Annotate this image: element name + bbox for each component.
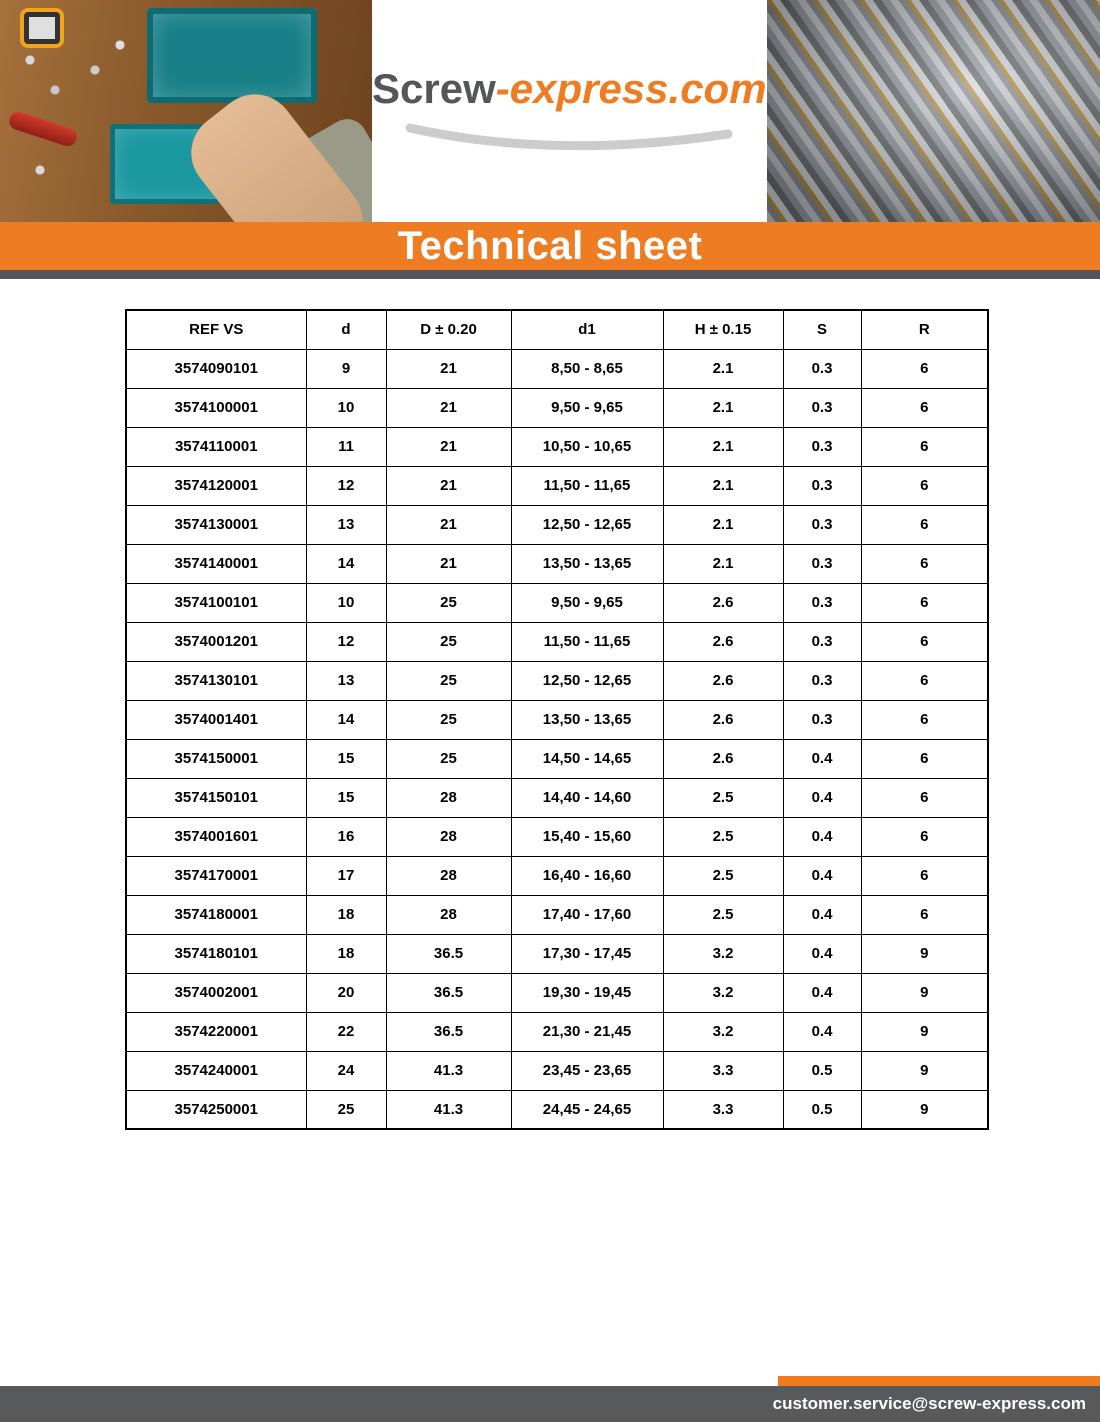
table-cell: 21 bbox=[386, 505, 511, 544]
table-cell: 18 bbox=[306, 934, 386, 973]
table-row bbox=[126, 1090, 988, 1129]
table-cell: 3574001201 bbox=[126, 622, 306, 661]
table-row bbox=[126, 622, 988, 661]
column-header: S bbox=[783, 310, 861, 349]
table-cell: 2.6 bbox=[663, 583, 783, 622]
table-cell: 16 bbox=[306, 817, 386, 856]
table-cell: 6 bbox=[861, 349, 988, 388]
table-row bbox=[126, 505, 988, 544]
table-cell: 3.3 bbox=[663, 1090, 783, 1129]
table-cell: 2.6 bbox=[663, 700, 783, 739]
table-row bbox=[126, 856, 988, 895]
table-cell: 6 bbox=[861, 427, 988, 466]
table-cell: 20 bbox=[306, 973, 386, 1012]
table-cell: 6 bbox=[861, 856, 988, 895]
table-cell: 9 bbox=[861, 1051, 988, 1090]
table-cell: 13,50 - 13,65 bbox=[511, 700, 663, 739]
table-cell: 25 bbox=[386, 661, 511, 700]
table-cell: 36.5 bbox=[386, 973, 511, 1012]
table-cell: 9 bbox=[306, 349, 386, 388]
table-cell: 17 bbox=[306, 856, 386, 895]
table-cell: 0.3 bbox=[783, 349, 861, 388]
table-row bbox=[126, 895, 988, 934]
table-cell: 3.2 bbox=[663, 973, 783, 1012]
table-row bbox=[126, 388, 988, 427]
table-cell: 9,50 - 9,65 bbox=[511, 583, 663, 622]
table-cell: 41.3 bbox=[386, 1090, 511, 1129]
table-cell: 0.3 bbox=[783, 622, 861, 661]
table-cell: 21 bbox=[386, 427, 511, 466]
table-cell: 0.3 bbox=[783, 583, 861, 622]
table-cell: 0.4 bbox=[783, 817, 861, 856]
table-cell: 6 bbox=[861, 505, 988, 544]
table-cell: 3574240001 bbox=[126, 1051, 306, 1090]
tape-measure-shape bbox=[20, 8, 64, 48]
column-header: d bbox=[306, 310, 386, 349]
page-title: Technical sheet bbox=[397, 223, 703, 268]
table-cell: 3574180101 bbox=[126, 934, 306, 973]
table-cell: 3574130101 bbox=[126, 661, 306, 700]
table-cell: 2.5 bbox=[663, 778, 783, 817]
table-cell: 0.4 bbox=[783, 856, 861, 895]
table-cell: 9 bbox=[861, 934, 988, 973]
table-cell: 3574130001 bbox=[126, 505, 306, 544]
table-cell: 3574120001 bbox=[126, 466, 306, 505]
table-row bbox=[126, 973, 988, 1012]
logo-text-primary: Screw bbox=[372, 65, 496, 112]
table-cell: 24 bbox=[306, 1051, 386, 1090]
table-row bbox=[126, 583, 988, 622]
column-header: D ± 0.20 bbox=[386, 310, 511, 349]
table-cell: 3574100001 bbox=[126, 388, 306, 427]
table-row bbox=[126, 349, 988, 388]
table-cell: 17,40 - 17,60 bbox=[511, 895, 663, 934]
table-cell: 0.5 bbox=[783, 1090, 861, 1129]
logo-swoosh-icon bbox=[404, 120, 734, 154]
table-cell: 24,45 - 24,65 bbox=[511, 1090, 663, 1129]
table-cell: 3.2 bbox=[663, 1012, 783, 1051]
table-cell: 16,40 - 16,60 bbox=[511, 856, 663, 895]
table-cell: 10 bbox=[306, 583, 386, 622]
table-cell: 13 bbox=[306, 505, 386, 544]
table-cell: 12 bbox=[306, 622, 386, 661]
table-cell: 6 bbox=[861, 661, 988, 700]
table-cell: 2.5 bbox=[663, 895, 783, 934]
table-cell: 10 bbox=[306, 388, 386, 427]
page-header bbox=[0, 0, 1100, 222]
table-cell: 2.1 bbox=[663, 544, 783, 583]
table-cell: 19,30 - 19,45 bbox=[511, 973, 663, 1012]
table-cell: 21 bbox=[386, 544, 511, 583]
table-cell: 0.3 bbox=[783, 700, 861, 739]
organizer-box-shape bbox=[147, 8, 317, 103]
table-cell: 3574150101 bbox=[126, 778, 306, 817]
table-row bbox=[126, 1012, 988, 1051]
table-row bbox=[126, 739, 988, 778]
table-cell: 12,50 - 12,65 bbox=[511, 505, 663, 544]
column-header: d1 bbox=[511, 310, 663, 349]
table-cell: 21 bbox=[386, 388, 511, 427]
table-cell: 2.1 bbox=[663, 349, 783, 388]
table-cell: 0.5 bbox=[783, 1051, 861, 1090]
footer-bar bbox=[0, 1386, 1100, 1422]
table-cell: 13 bbox=[306, 661, 386, 700]
table-cell: 25 bbox=[386, 700, 511, 739]
table-cell: 6 bbox=[861, 895, 988, 934]
table-cell: 12,50 - 12,65 bbox=[511, 661, 663, 700]
table-cell: 22 bbox=[306, 1012, 386, 1051]
table-cell: 17,30 - 17,45 bbox=[511, 934, 663, 973]
table-cell: 21 bbox=[386, 349, 511, 388]
table-cell: 36.5 bbox=[386, 934, 511, 973]
table-cell: 6 bbox=[861, 778, 988, 817]
logo-text-accent: -express.com bbox=[495, 65, 767, 112]
table-cell: 8,50 - 8,65 bbox=[511, 349, 663, 388]
table-cell: 9,50 - 9,65 bbox=[511, 388, 663, 427]
table-cell: 14 bbox=[306, 700, 386, 739]
table-cell: 2.1 bbox=[663, 505, 783, 544]
table-cell: 0.3 bbox=[783, 427, 861, 466]
table-row bbox=[126, 817, 988, 856]
table-cell: 3574001401 bbox=[126, 700, 306, 739]
table-cell: 36.5 bbox=[386, 1012, 511, 1051]
table-cell: 25 bbox=[386, 622, 511, 661]
table-cell: 28 bbox=[386, 856, 511, 895]
table-cell: 2.1 bbox=[663, 427, 783, 466]
table-cell: 6 bbox=[861, 817, 988, 856]
screws-pile-photo bbox=[767, 0, 1100, 222]
table-cell: 9 bbox=[861, 973, 988, 1012]
table-row bbox=[126, 1051, 988, 1090]
table-cell: 0.3 bbox=[783, 505, 861, 544]
table-cell: 0.4 bbox=[783, 778, 861, 817]
table-cell: 28 bbox=[386, 778, 511, 817]
table-cell: 0.3 bbox=[783, 466, 861, 505]
table-cell: 28 bbox=[386, 817, 511, 856]
table-cell: 14,40 - 14,60 bbox=[511, 778, 663, 817]
table-cell: 3574090101 bbox=[126, 349, 306, 388]
logo-zone bbox=[372, 0, 767, 222]
table-cell: 12 bbox=[306, 466, 386, 505]
table-row bbox=[126, 544, 988, 583]
table-cell: 18 bbox=[306, 895, 386, 934]
table-cell: 2.5 bbox=[663, 856, 783, 895]
table-cell: 3574180001 bbox=[126, 895, 306, 934]
page-footer bbox=[0, 1376, 1100, 1422]
table-cell: 6 bbox=[861, 466, 988, 505]
table-cell: 0.3 bbox=[783, 661, 861, 700]
table-cell: 3574001601 bbox=[126, 817, 306, 856]
column-header: R bbox=[861, 310, 988, 349]
table-cell: 3574140001 bbox=[126, 544, 306, 583]
table-cell: 3574110001 bbox=[126, 427, 306, 466]
table-cell: 11 bbox=[306, 427, 386, 466]
table-cell: 28 bbox=[386, 895, 511, 934]
table-cell: 14 bbox=[306, 544, 386, 583]
table-cell: 0.3 bbox=[783, 544, 861, 583]
table-row bbox=[126, 661, 988, 700]
table-cell: 25 bbox=[386, 739, 511, 778]
table-cell: 6 bbox=[861, 583, 988, 622]
table-cell: 21,30 - 21,45 bbox=[511, 1012, 663, 1051]
table-cell: 25 bbox=[306, 1090, 386, 1129]
table-cell: 0.4 bbox=[783, 1012, 861, 1051]
table-row bbox=[126, 700, 988, 739]
title-banner bbox=[0, 222, 1100, 270]
table-row bbox=[126, 466, 988, 505]
table-cell: 15 bbox=[306, 739, 386, 778]
table-cell: 2.6 bbox=[663, 661, 783, 700]
table-cell: 25 bbox=[386, 583, 511, 622]
table-row bbox=[126, 427, 988, 466]
table-cell: 6 bbox=[861, 700, 988, 739]
table-cell: 6 bbox=[861, 739, 988, 778]
table-cell: 15,40 - 15,60 bbox=[511, 817, 663, 856]
spec-table bbox=[125, 309, 989, 1130]
table-cell: 41.3 bbox=[386, 1051, 511, 1090]
column-header: H ± 0.15 bbox=[663, 310, 783, 349]
table-cell: 3574250001 bbox=[126, 1090, 306, 1129]
table-cell: 15 bbox=[306, 778, 386, 817]
table-cell: 3574100101 bbox=[126, 583, 306, 622]
table-cell: 3574170001 bbox=[126, 856, 306, 895]
table-cell: 0.4 bbox=[783, 895, 861, 934]
table-cell: 23,45 - 23,65 bbox=[511, 1051, 663, 1090]
table-cell: 21 bbox=[386, 466, 511, 505]
table-cell: 6 bbox=[861, 388, 988, 427]
table-cell: 3.3 bbox=[663, 1051, 783, 1090]
table-cell: 2.6 bbox=[663, 622, 783, 661]
contact-email: customer.service@screw-express.com bbox=[772, 1394, 1086, 1413]
table-cell: 14,50 - 14,65 bbox=[511, 739, 663, 778]
table-cell: 11,50 - 11,65 bbox=[511, 466, 663, 505]
table-cell: 2.1 bbox=[663, 388, 783, 427]
table-row bbox=[126, 778, 988, 817]
table-cell: 2.1 bbox=[663, 466, 783, 505]
table-cell: 0.3 bbox=[783, 388, 861, 427]
table-header-row bbox=[126, 310, 988, 349]
table-cell: 6 bbox=[861, 544, 988, 583]
table-cell: 6 bbox=[861, 622, 988, 661]
footer-accent-bar bbox=[778, 1376, 1100, 1386]
column-header: REF VS bbox=[126, 310, 306, 349]
table-cell: 13,50 - 13,65 bbox=[511, 544, 663, 583]
table-cell: 2.6 bbox=[663, 739, 783, 778]
table-cell: 2.5 bbox=[663, 817, 783, 856]
table-row bbox=[126, 934, 988, 973]
table-cell: 3574220001 bbox=[126, 1012, 306, 1051]
banner-shadow-bar bbox=[0, 270, 1100, 279]
table-cell: 0.4 bbox=[783, 934, 861, 973]
table-cell: 9 bbox=[861, 1090, 988, 1129]
table-cell: 10,50 - 10,65 bbox=[511, 427, 663, 466]
table-cell: 3.2 bbox=[663, 934, 783, 973]
table-cell: 9 bbox=[861, 1012, 988, 1051]
table-cell: 3574002001 bbox=[126, 973, 306, 1012]
table-cell: 0.4 bbox=[783, 739, 861, 778]
workbench-photo bbox=[0, 0, 372, 222]
logo bbox=[372, 65, 767, 112]
table-cell: 0.4 bbox=[783, 973, 861, 1012]
table-cell: 11,50 - 11,65 bbox=[511, 622, 663, 661]
content-area bbox=[0, 279, 1100, 1376]
table-cell: 3574150001 bbox=[126, 739, 306, 778]
